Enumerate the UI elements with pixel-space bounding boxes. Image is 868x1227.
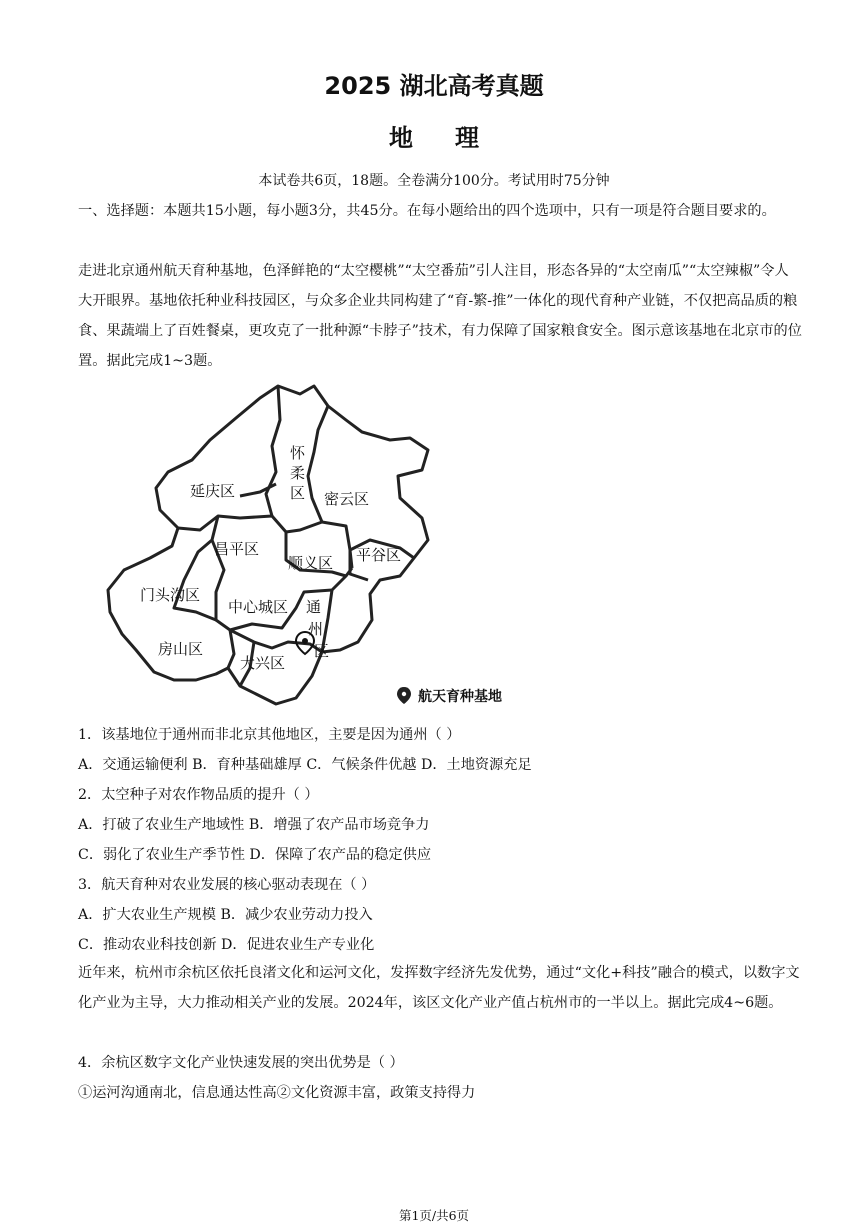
question-1-stem: 1．该基地位于通州而非北京其他地区，主要是因为通州（ ） [78, 727, 461, 743]
question-2-options-ab: A．打破了农业生产地域性 B．增强了农产品市场竞争力 [78, 817, 430, 833]
page-number: 第1页/共6页 [398, 1208, 470, 1223]
exam-title: 2025 湖北高考真题 [324, 72, 544, 100]
label-daxing: 大兴区 [240, 654, 286, 672]
label-fangshan: 房山区 [158, 640, 204, 658]
beijing-district-map [100, 380, 540, 710]
label-mentougou: 门头沟区 [140, 586, 201, 604]
label-tongzhou-3: 区 [314, 642, 330, 660]
legend-label: 航天育种基地 [418, 689, 502, 705]
subject-title: 地理 [389, 124, 521, 152]
question-3-options-cd: C．推动农业科技创新 D．促进农业生产专业化 [78, 937, 375, 953]
label-tongzhou-2: 州 [308, 620, 324, 638]
label-shunyi: 顺义区 [288, 554, 334, 572]
label-tongzhou-1: 通 [306, 598, 322, 616]
label-huairou-2: 柔 [290, 464, 306, 482]
section-instruction: 一、选择题：本题共15小题，每小题3分，共45分。在每小题给出的四个选项中，只有一项是符合题目要求的。 [78, 203, 776, 219]
question-4-statements: ①运河沟通南北，信息通达性高②文化资源丰富，政策支持得力 [78, 1085, 476, 1101]
question-1-options: A．交通运输便利 B．育种基础雄厚 C．气候条件优越 D．土地资源充足 [78, 757, 532, 773]
map-legend [397, 687, 502, 705]
label-pinggu: 平谷区 [356, 546, 402, 564]
label-miyun: 密云区 [324, 490, 370, 508]
question-3-stem: 3．航天育种对农业发展的核心驱动表现在（ ） [78, 877, 376, 893]
label-huairou-3: 区 [290, 484, 306, 502]
label-changping: 昌平区 [214, 540, 260, 558]
question-2-stem: 2．太空种子对农作物品质的提升（ ） [78, 787, 319, 803]
label-center: 中心城区 [228, 598, 289, 616]
exam-info: 本试卷共6页，18题。全卷满分100分。考试用时75分钟 [258, 173, 610, 189]
question-4-stem: 4．余杭区数字文化产业快速发展的突出优势是（ ） [78, 1055, 404, 1071]
label-huairou-1: 怀 [290, 444, 306, 462]
label-yanqing: 延庆区 [190, 482, 236, 500]
passage-1: 走进北京通州航天育种基地，色泽鲜艳的“太空樱桃”“太空番茄”引人注目，形态各异的“太空南瓜”“太空辣椒”令人大开眼界。基地依托种业科技园区，与众多企业共同构建了“育-繁-推”一体化的现代育种产业链，不仅把高品质的粮食、果蔬端上了百姓餐桌，更攻克了一批种源“卡脖子”技术，有力保障了国家粮食安全。图示意该基地在北京市的位置。据此完成1~3题。 [78, 263, 802, 369]
question-2-options-cd: C．弱化了农业生产季节性 D．保障了农产品的稳定供应 [78, 847, 432, 863]
passage-2: 近年来，杭州市余杭区依托良渚文化和运河文化，发挥数字经济先发优势，通过“文化+科技”融合的模式，以数字文化产业为主导，大力推动相关产业的发展。2024年，该区文化产业产值占杭州市的一半以上。据此完成4~6题。 [78, 965, 800, 1011]
question-3-options-ab: A．扩大农业生产规模 B．减少农业劳动力投入 [78, 907, 373, 923]
